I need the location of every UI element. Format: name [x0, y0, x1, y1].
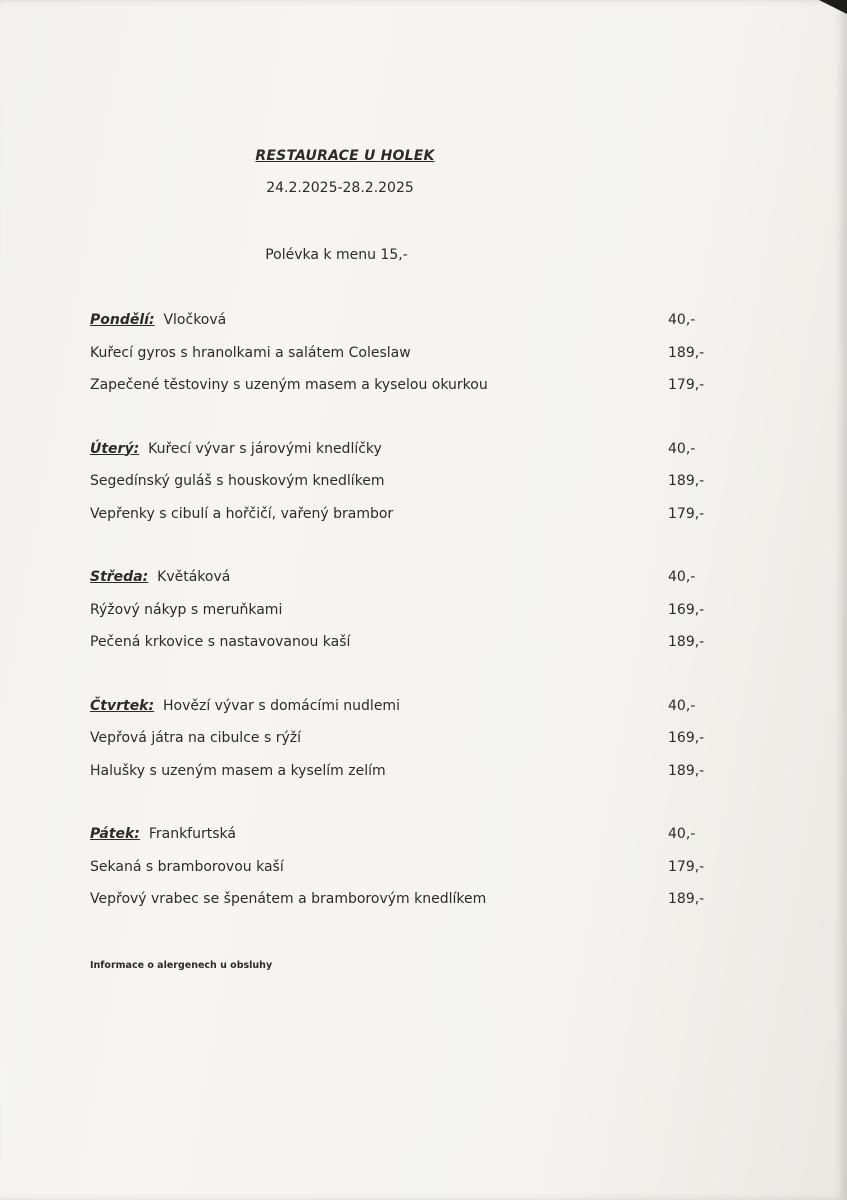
allergen-note: Informace o alergenech u obsluhy [90, 960, 273, 971]
dish-price: 169,- [668, 601, 705, 618]
background-corner [819, 0, 847, 14]
menu-row [90, 506, 710, 539]
soup-price: 40,- [668, 312, 696, 328]
dish-name: Segedínský guláš s houskovým knedlíkem [90, 473, 385, 489]
dish-name: Zapečené těstoviny s uzeným masem a kyselou okurkou [90, 377, 488, 393]
soup-price: 40,- [668, 569, 696, 585]
menu-row [90, 634, 710, 667]
menu-row [90, 763, 710, 796]
dish-price: 179,- [668, 377, 705, 393]
day-name: Pátek: [90, 826, 140, 842]
menu-row [90, 473, 710, 506]
day-name: Středa: [90, 569, 149, 585]
dish-name: Vepřový vrabec se špenátem a bramborovým knedlíkem [90, 891, 487, 907]
soup-name: Frankfurtská [148, 826, 236, 842]
dish-price: 189,- [668, 891, 705, 907]
soup-price: 40,- [668, 440, 696, 457]
menu-date-range: 24.2.2025-28.2.2025 [266, 180, 414, 196]
day-name: Úterý: [90, 440, 140, 457]
soup-name: Květáková [157, 569, 231, 585]
day-name: Čtvrtek: [90, 697, 155, 714]
dish-price: 189,- [668, 762, 705, 779]
dish-price: 189,- [668, 473, 705, 489]
soup-name: Kuřecí vývar s járovými knedlíčky [148, 440, 382, 457]
dish-name: Rýžový nákyp s meruňkami [90, 601, 283, 618]
dish-price: 179,- [668, 858, 705, 875]
soup-name: Hovězí vývar s domácími nudlemi [163, 697, 400, 714]
dish-price: 179,- [668, 505, 705, 522]
soup-price: 40,- [668, 826, 696, 842]
dish-name: Halušky s uzeným masem a kyselím zelím [90, 762, 386, 779]
menu-row [90, 891, 710, 924]
dish-price: 169,- [668, 730, 705, 746]
soup-price: 40,- [668, 697, 696, 714]
menu-row [90, 377, 710, 410]
day-section-friday [90, 826, 710, 924]
menu-row [90, 826, 710, 859]
dish-name: Sekaná s bramborovou kaší [90, 858, 284, 875]
menu-row [90, 441, 710, 474]
restaurant-title: RESTAURACE U HOLEK [255, 148, 435, 164]
day-section-monday [90, 312, 710, 410]
menu-row [90, 569, 710, 602]
menu-row [90, 345, 710, 378]
menu-row [90, 859, 710, 892]
day-section-tuesday [90, 441, 710, 539]
dish-name: Kuřecí gyros s hranolkami a salátem Coleslaw [90, 344, 411, 361]
day-section-thursday [90, 698, 710, 796]
dish-name: Vepřenky s cibulí a hořčičí, vařený brambor [90, 505, 394, 522]
menu-row [90, 602, 710, 635]
menu-row [90, 698, 710, 731]
soup-price-note: Polévka k menu 15,- [265, 247, 408, 263]
menu-row [90, 312, 710, 345]
menu-row [90, 730, 710, 763]
day-name: Pondělí: [90, 312, 155, 328]
dish-price: 189,- [668, 344, 705, 361]
day-section-wednesday [90, 569, 710, 667]
dish-name: Vepřová játra na cibulce s rýží [90, 730, 301, 746]
weekly-menu [90, 312, 710, 955]
dish-name: Pečená krkovice s nastavovanou kaší [90, 634, 351, 650]
soup-name: Vločková [163, 312, 227, 328]
dish-price: 189,- [668, 634, 705, 650]
